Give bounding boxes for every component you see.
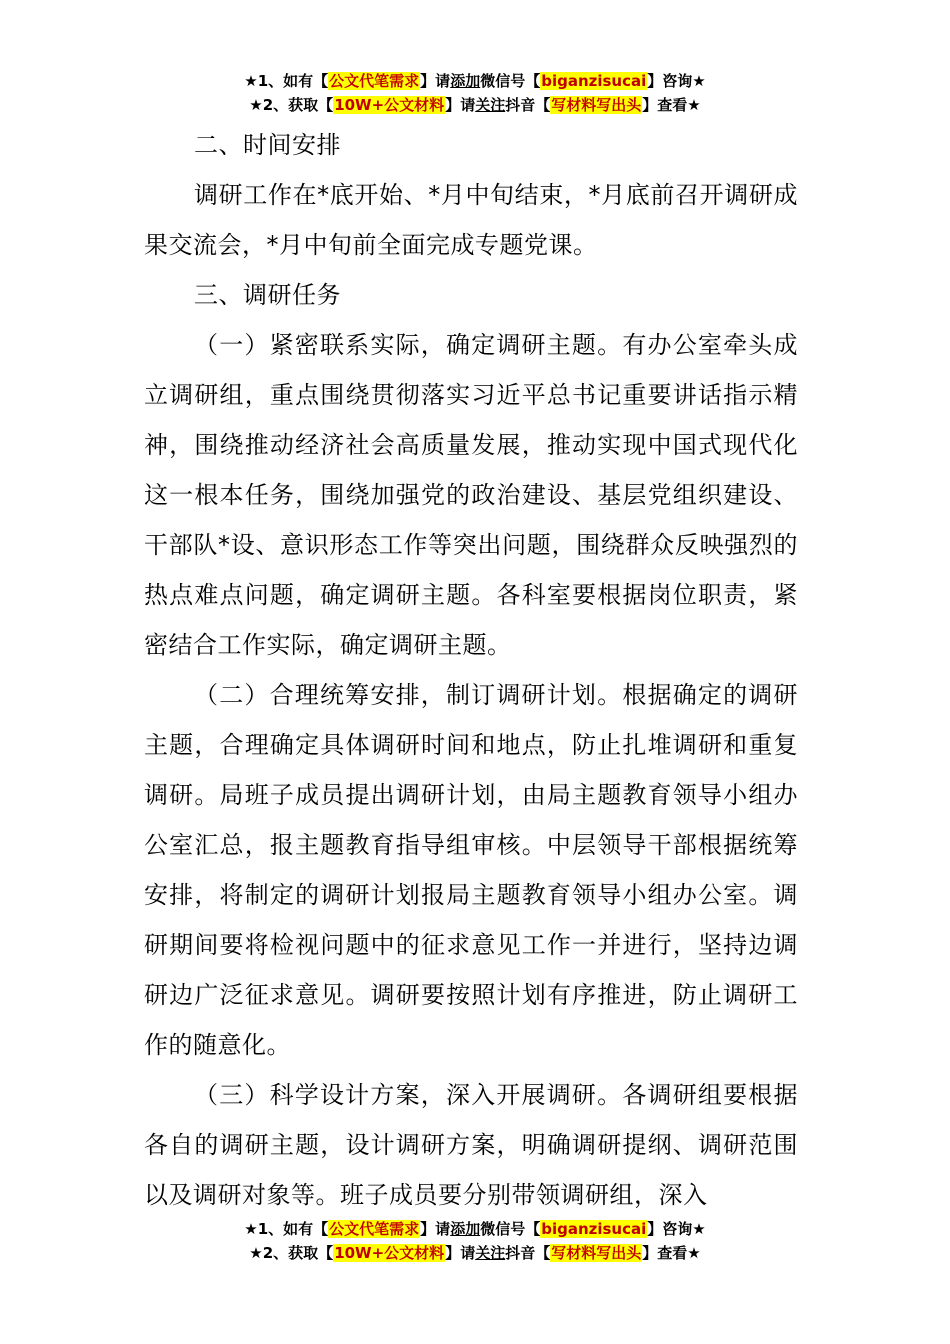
document-body (144, 120, 798, 1220)
banner-highlight: 写材料写出头 (551, 96, 642, 114)
section-heading: 二、时间安排 (194, 131, 341, 159)
banner-highlight: 10W+公文材料 (334, 1244, 445, 1262)
paragraph: （三）科学设计方案，深入开展调研。各调研组要根据各自的调研主题，设计调研方案，明确调研提纲、调研范围以及调研对象等。班子成员要分别带领调研组，深入 (144, 1081, 798, 1209)
banner-line-1: ★1、如有【公文代笔需求】请添加微信号【biganzisucai】咨询★ (244, 72, 706, 90)
banner-highlight: biganzisucai (541, 72, 647, 90)
section-heading: 三、调研任务 (194, 281, 341, 309)
footer-banner (0, 1218, 950, 1266)
paragraph: （一）紧密联系实际，确定调研主题。有办公室牵头成立调研组，重点围绕贯彻落实习近平总书记重要讲话指示精神，围绕推动经济社会高质量发展，推动实现中国式现代化这一根本任务，围绕加强党的政治建设、基层党组织建设、干部队*设、意识形态工作等突出问题，围绕群众反映强烈的热点难点问题，确定调研主题。各科室要根据岗位职责，紧密结合工作实际，确定调研主题。 (144, 331, 798, 659)
banner-highlight: 10W+公文材料 (334, 96, 445, 114)
banner-line-2: ★2、获取【10W+公文材料】请关注抖音【写材料写出头】查看★ (249, 1244, 701, 1262)
paragraph: （二）合理统筹安排，制订调研计划。根据确定的调研主题，合理确定具体调研时间和地点，防止扎堆调研和重复调研。局班子成员提出调研计划，由局主题教育领导小组办公室汇总，报主题教育指导组审核。中层领导干部根据统筹安排，将制定的调研计划报局主题教育领导小组办公室。调研期间要将检视问题中的征求意见工作一并进行，坚持边调研边广泛征求意见。调研要按照计划有序推进，防止调研工作的随意化。 (144, 681, 798, 1059)
banner-highlight: 公文代笔需求 (329, 1220, 420, 1238)
banner-line-2: ★2、获取【10W+公文材料】请关注抖音【写材料写出头】查看★ (249, 96, 701, 114)
banner-highlight: 公文代笔需求 (329, 72, 420, 90)
banner-highlight: 写材料写出头 (551, 1244, 642, 1262)
header-banner (0, 70, 950, 118)
banner-highlight: biganzisucai (541, 1220, 647, 1238)
paragraph: 调研工作在*底开始、*月中旬结束，*月底前召开调研成果交流会，*月中旬前全面完成专题党课。 (144, 181, 798, 259)
banner-line-1: ★1、如有【公文代笔需求】请添加微信号【biganzisucai】咨询★ (244, 1220, 706, 1238)
